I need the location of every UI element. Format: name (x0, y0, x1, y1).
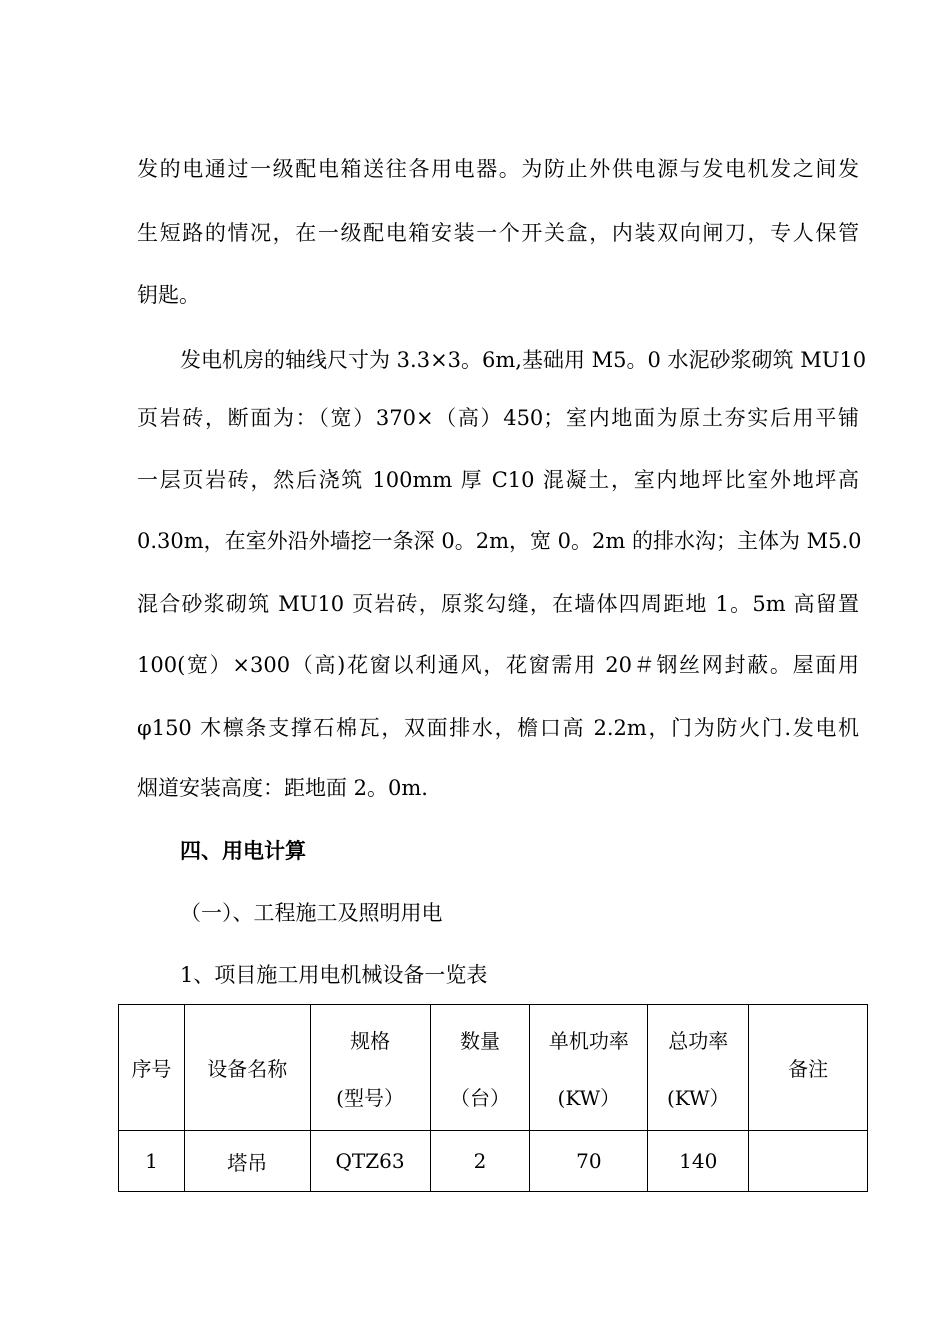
header-seq (119, 1005, 185, 1131)
section-heading: 四、用电计算 (180, 839, 306, 863)
paragraph1-line-1: 发的电通过一级配电箱送往各用电器。为防止外供电源与发电机发之间发 (137, 157, 859, 181)
header-qty (430, 1005, 530, 1131)
header-unit-power-top: 单机功率 (548, 1028, 629, 1053)
cell-name: 塔吊 (184, 1131, 310, 1192)
header-total-power-bottom: (KW） (666, 1085, 730, 1110)
header-unit-power (530, 1005, 648, 1131)
paragraph2-line-4: 0.30m，在室外沿外墙挖一条深 0。2m，宽 0。2m 的排水沟；主体为 M5.0 (137, 529, 862, 553)
paragraph1-line-3: 钥匙。 (137, 283, 200, 307)
header-remark-label: 备注 (788, 1057, 829, 1081)
table-header-row (119, 1005, 868, 1131)
table-caption: 1、项目施工用电机械设备一览表 (180, 963, 488, 987)
header-total-power-top: 总功率 (668, 1028, 729, 1053)
paragraph2-line-2: 页岩砖，断面为：（宽）370×（高）450；室内地面为原土夯实后用平铺 (137, 406, 859, 430)
paragraph2-line-7: φ150 木檩条支撑石棉瓦，双面排水，檐口高 2.2m，门为防火门.发电机 (137, 716, 859, 740)
cell-total-power: 140 (648, 1131, 749, 1192)
cell-unit-power: 70 (530, 1131, 648, 1192)
paragraph2-line-8: 烟道安装高度：距地面 2。0m. (137, 776, 428, 800)
cell-spec: QTZ63 (310, 1131, 430, 1192)
header-spec-top: 规格 (350, 1028, 391, 1053)
header-remark (749, 1005, 868, 1131)
header-qty-top: 数量 (459, 1028, 500, 1053)
cell-remark (749, 1131, 868, 1192)
paragraph1-line-2: 生短路的情况，在一级配电箱安装一个开关盒，内装双向闸刀，专人保管 (137, 221, 859, 245)
header-qty-bottom: （台） (449, 1085, 510, 1110)
subsection-heading: （一）、工程施工及照明用电 (180, 901, 443, 925)
header-unit-power-bottom: (KW） (557, 1085, 621, 1110)
header-seq-label: 序号 (131, 1057, 172, 1081)
header-name-label: 设备名称 (207, 1057, 288, 1081)
paragraph2-line-6: 100(宽）×300（高)花窗以利通风，花窗需用 20＃钢丝网封蔽。屋面用 (137, 653, 859, 677)
header-spec (310, 1005, 430, 1131)
header-spec-bottom: (型号） (336, 1085, 404, 1110)
header-total-power (648, 1005, 749, 1131)
header-name (184, 1005, 310, 1131)
cell-qty: 2 (430, 1131, 530, 1192)
paragraph2-line-3: 一层页岩砖，然后浇筑 100mm 厚 C10 混凝土，室内地坪比室外地坪高 (137, 468, 859, 492)
table-row (119, 1131, 868, 1192)
equipment-table (118, 1004, 868, 1192)
cell-seq: 1 (119, 1131, 185, 1192)
paragraph2-line-5: 混合砂浆砌筑 MU10 页岩砖，原浆勾缝，在墙体四周距地 1。5m 高留置 (137, 592, 859, 616)
paragraph2-line-1: 发电机房的轴线尺寸为 3.3×3。6m,基础用 M5。0 水泥砂浆砌筑 MU10 (180, 348, 867, 372)
